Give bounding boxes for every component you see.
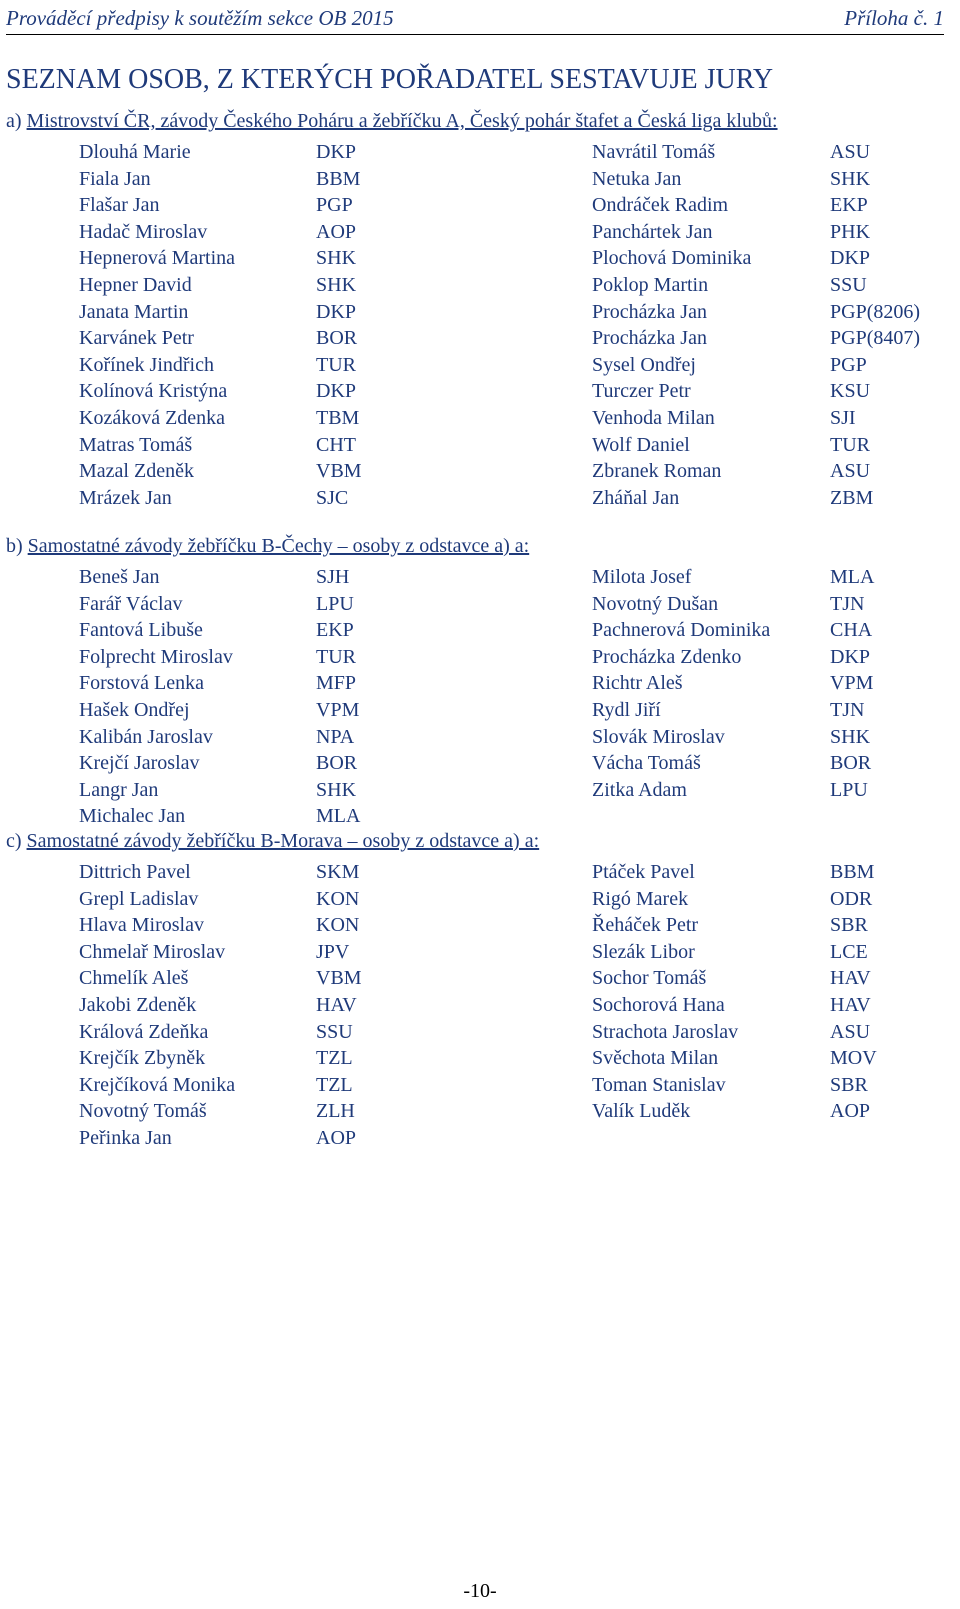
person-name: Svěchota Milan (592, 1047, 719, 1070)
club-code: AOP (830, 1100, 871, 1123)
list-row (0, 886, 960, 913)
list-row (0, 724, 960, 751)
person-name: Mazal Zdeněk (79, 460, 194, 483)
person-name: Králová Zdeňka (79, 1020, 209, 1043)
list-row (0, 697, 960, 724)
person-name: Vácha Tomáš (592, 752, 701, 775)
person-name: Kalibán Jaroslav (79, 725, 213, 748)
club-code: SJC (316, 486, 349, 509)
person-name: Janata Martin (79, 300, 189, 323)
person-name: Procházka Jan (592, 327, 707, 350)
list-row (0, 670, 960, 697)
club-code: KON (316, 887, 360, 910)
person-name: Plochová Dominika (592, 247, 752, 270)
person-name: Strachota Jaroslav (592, 1020, 739, 1043)
club-code: TUR (316, 353, 356, 376)
club-code: ASU (830, 460, 871, 483)
club-code: ZLH (316, 1100, 355, 1123)
person-name: Zháňal Jan (592, 486, 680, 509)
club-code: TUR (830, 433, 870, 456)
person-name: Kolínová Kristýna (79, 380, 228, 403)
club-code: SHK (316, 778, 357, 801)
header-appendix: Příloha č. 1 (844, 6, 944, 30)
list-row (0, 992, 960, 1019)
section-c-label: Samostatné závody žebříčku B-Morava – osoby z odstavce a) a: (26, 830, 540, 852)
club-code: SSU (316, 1020, 353, 1043)
person-name: Karvánek Petr (79, 327, 194, 350)
list-row (0, 591, 960, 618)
person-name: Ptáček Pavel (592, 861, 695, 883)
person-name: Farář Václav (79, 592, 183, 615)
person-name: Slezák Libor (592, 940, 695, 963)
club-code: TBM (316, 406, 360, 429)
person-name: Hadač Miroslav (79, 220, 208, 243)
club-code: VPM (830, 672, 874, 695)
club-code: LPU (830, 778, 868, 801)
person-name: Procházka Zdenko (592, 645, 742, 668)
club-code: BOR (316, 327, 358, 350)
list-row (0, 564, 960, 591)
person-name: Mrázek Jan (79, 486, 172, 509)
person-name: Řeháček Petr (592, 914, 699, 937)
club-code: JPV (316, 940, 350, 963)
person-name: Turczer Petr (592, 380, 691, 403)
person-name: Wolf Daniel (592, 433, 690, 456)
person-name: Beneš Jan (79, 566, 160, 588)
club-code: MFP (316, 672, 357, 695)
club-code: NPA (316, 725, 355, 748)
club-code: BOR (830, 752, 872, 775)
club-code: AOP (316, 1126, 357, 1149)
person-name: Toman Stanislav (592, 1073, 726, 1096)
person-name: Forstová Lenka (79, 672, 204, 695)
section-a-list (0, 139, 960, 511)
person-name: Krejčík Zbyněk (79, 1047, 206, 1070)
person-name: Navrátil Tomáš (592, 141, 716, 163)
club-code: TJN (830, 592, 865, 615)
club-code: PGP(8206) (830, 300, 921, 323)
club-code: EKP (316, 619, 354, 642)
club-code: BOR (316, 752, 358, 775)
club-code: BBM (316, 167, 361, 190)
person-name: Grepl Ladislav (79, 887, 199, 910)
person-name: Richtr Aleš (592, 672, 683, 695)
person-name: Panchártek Jan (592, 220, 713, 243)
club-code: SHK (830, 167, 871, 190)
person-name: Jakobi Zdeněk (79, 993, 197, 1016)
club-code: PGP (316, 194, 353, 217)
club-code: CHT (316, 433, 356, 456)
person-name: Fantová Libuše (79, 619, 203, 642)
person-name: Matras Tomáš (79, 433, 193, 456)
list-row (0, 485, 960, 512)
club-code: KON (316, 914, 360, 937)
header-title: Prováděcí předpisy k soutěžím sekce OB 2015 (6, 6, 394, 30)
club-code: ASU (830, 1020, 871, 1043)
person-name: Michalec Jan (79, 805, 186, 828)
club-code: VPM (316, 698, 360, 721)
list-row (0, 803, 960, 830)
club-code: MLA (830, 566, 875, 588)
club-code: LCE (830, 940, 868, 963)
person-name: Hašek Ondřej (79, 698, 190, 721)
list-row (0, 245, 960, 272)
person-name: Sochor Tomáš (592, 967, 707, 990)
club-code: DKP (830, 645, 871, 668)
club-code: TZL (316, 1073, 353, 1096)
club-code: TUR (316, 645, 356, 668)
club-code: HAV (830, 993, 871, 1016)
club-code: MOV (830, 1047, 877, 1070)
club-code: MLA (316, 805, 361, 828)
page-header (6, 4, 944, 35)
club-code: AOP (316, 220, 357, 243)
club-code: TJN (830, 698, 865, 721)
club-code: HAV (830, 967, 871, 990)
club-code: VBM (316, 967, 362, 990)
list-row (0, 617, 960, 644)
list-row (0, 458, 960, 485)
person-name: Ondráček Radim (592, 194, 729, 217)
list-row (0, 405, 960, 432)
person-name: Pachnerová Dominika (592, 619, 771, 642)
section-c-heading (6, 828, 539, 854)
list-row (0, 166, 960, 193)
person-name: Sochorová Hana (592, 993, 725, 1016)
page-title: SEZNAM OSOB, Z KTERÝCH POŘADATEL SESTAVUJE JURY (6, 64, 774, 95)
section-a-label: Mistrovství ČR, závody Českého Poháru a žebříčku A, Český pohár štafet a Česká liga klubů: (26, 110, 778, 132)
club-code: ODR (830, 887, 873, 910)
person-name: Hepner David (79, 273, 192, 296)
club-code: SJI (830, 406, 856, 429)
club-code: SJH (316, 566, 350, 588)
club-code: KSU (830, 380, 871, 403)
section-a-prefix: a) (6, 110, 27, 132)
person-name: Krejčíková Monika (79, 1073, 236, 1096)
page-number: -10- (463, 1580, 497, 1602)
list-row (0, 378, 960, 405)
person-name: Valík Luděk (592, 1100, 691, 1123)
person-name: Novotný Tomáš (79, 1100, 207, 1123)
club-code: SHK (830, 725, 871, 748)
club-code: SBR (830, 1073, 868, 1096)
club-code: BBM (830, 861, 875, 883)
list-row (0, 432, 960, 459)
list-row (0, 1098, 960, 1125)
section-b-label: Samostatné závody žebříčku B-Čechy – osoby z odstavce a) a: (27, 535, 530, 557)
club-code: SBR (830, 914, 868, 937)
club-code: DKP (830, 247, 871, 270)
person-name: Folprecht Miroslav (79, 645, 233, 668)
person-name: Langr Jan (79, 778, 159, 801)
person-name: Hepnerová Martina (79, 247, 236, 270)
person-name: Krejčí Jaroslav (79, 752, 200, 775)
list-row (0, 1045, 960, 1072)
club-code: EKP (830, 194, 868, 217)
list-row (0, 750, 960, 777)
person-name: Slovák Miroslav (592, 725, 725, 748)
club-code: PGP (830, 353, 867, 376)
club-code: ASU (830, 141, 871, 163)
person-name: Dlouhá Marie (79, 141, 191, 163)
person-name: Procházka Jan (592, 300, 707, 323)
list-row (0, 912, 960, 939)
list-row (0, 1019, 960, 1046)
club-code: SKM (316, 861, 360, 883)
list-row (0, 325, 960, 352)
list-row (0, 859, 960, 886)
person-name: Zbranek Roman (592, 460, 722, 483)
club-code: DKP (316, 380, 357, 403)
section-c-prefix: c) (6, 830, 27, 852)
club-code: TZL (316, 1047, 353, 1070)
person-name: Netuka Jan (592, 167, 682, 190)
person-name: Milota Josef (592, 566, 692, 588)
person-name: Sysel Ondřej (592, 353, 696, 376)
person-name: Hlava Miroslav (79, 914, 204, 937)
list-row (0, 1072, 960, 1099)
club-code: LPU (316, 592, 354, 615)
person-name: Zitka Adam (592, 778, 687, 801)
person-name: Rydl Jiří (592, 698, 661, 721)
person-name: Chmelař Miroslav (79, 940, 226, 963)
section-c-list (0, 859, 960, 1152)
person-name: Fiala Jan (79, 167, 151, 190)
club-code: HAV (316, 993, 357, 1016)
person-name: Rigó Marek (592, 887, 689, 910)
person-name: Venhoda Milan (592, 406, 715, 429)
list-row (0, 139, 960, 166)
club-code: DKP (316, 300, 357, 323)
person-name: Kozáková Zdenka (79, 406, 226, 429)
list-row (0, 1125, 960, 1152)
list-row (0, 965, 960, 992)
list-row (0, 219, 960, 246)
list-row (0, 272, 960, 299)
section-b-list (0, 564, 960, 830)
club-code: SHK (316, 273, 357, 296)
club-code: SSU (830, 273, 867, 296)
list-row (0, 644, 960, 671)
club-code: SHK (316, 247, 357, 270)
list-row (0, 777, 960, 804)
list-row (0, 299, 960, 326)
person-name: Flašar Jan (79, 194, 160, 217)
person-name: Novotný Dušan (592, 592, 719, 615)
list-row (0, 939, 960, 966)
section-b-prefix: b) (6, 535, 28, 557)
club-code: VBM (316, 460, 362, 483)
person-name: Chmelík Aleš (79, 967, 189, 990)
club-code: ZBM (830, 486, 874, 509)
list-row (0, 352, 960, 379)
list-row (0, 192, 960, 219)
club-code: PHK (830, 220, 871, 243)
section-b-heading (6, 533, 529, 559)
person-name: Poklop Martin (592, 273, 709, 296)
person-name: Dittrich Pavel (79, 861, 191, 883)
club-code: DKP (316, 141, 357, 163)
club-code: CHA (830, 619, 873, 642)
person-name: Kořínek Jindřich (79, 353, 214, 376)
club-code: PGP(8407) (830, 327, 921, 350)
person-name: Peřinka Jan (79, 1126, 172, 1149)
section-a-heading (6, 108, 778, 134)
